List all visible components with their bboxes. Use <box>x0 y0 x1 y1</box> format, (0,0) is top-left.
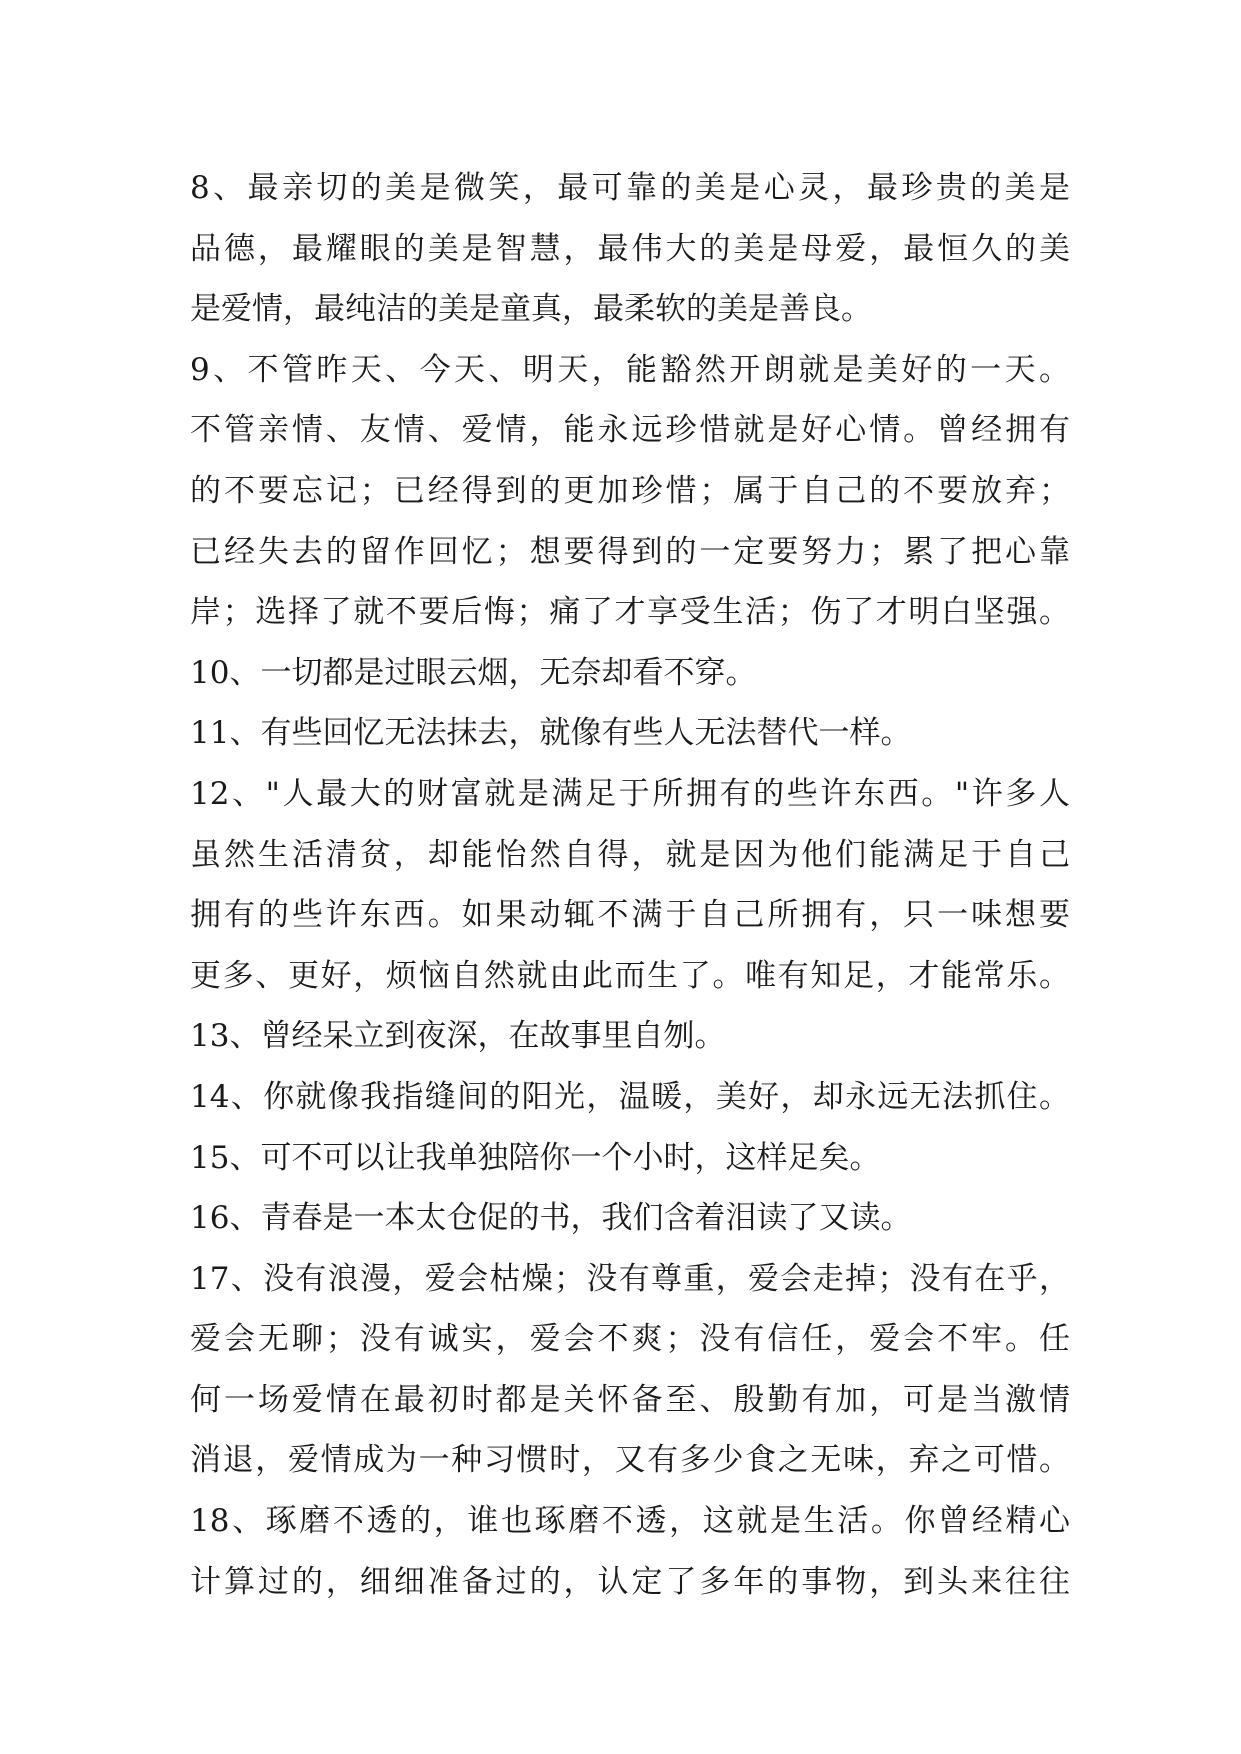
text-line: 13、曾经呆立到夜深，在故事里自刎。 <box>190 1018 726 1055</box>
text-line: 何一场爱情在最初时都是关怀备至、殷勤有加，可是当激情 <box>190 1381 1070 1418</box>
text-line: 12、"人最大的财富就是满足于所拥有的些许东西。"许多人 <box>190 775 1070 812</box>
text-line: 14、你就像我指缝间的阳光，温暖，美好，却永远无法抓住。 <box>190 1078 1070 1115</box>
text-line: 虽然生活清贫，却能怡然自得，就是因为他们能满足于自己 <box>190 836 1070 873</box>
text-line: 爱会无聊；没有诚实，爱会不爽；没有信任，爱会不牢。任 <box>190 1321 1070 1358</box>
text-line: 计算过的，细细准备过的，认定了多年的事物，到头来往往 <box>190 1563 1070 1600</box>
text-line: 岸；选择了就不要后悔；痛了才享受生活；伤了才明白坚强。 <box>190 594 1070 631</box>
text-line: 10、一切都是过眼云烟，无奈却看不穿。 <box>190 654 757 691</box>
text-line: 品德，最耀眼的美是智慧，最伟大的美是母爱，最恒久的美 <box>190 230 1070 267</box>
text-line: 16、青春是一本太仓促的书，我们含着泪读了又读。 <box>190 1200 912 1237</box>
text-line: 15、可不可以让我单独陪你一个小时，这样足矣。 <box>190 1139 881 1176</box>
text-line: 拥有的些许东西。如果动辄不满于自己所拥有，只一味想要 <box>190 897 1070 934</box>
text-line: 已经失去的留作回忆；想要得到的一定要努力；累了把心靠 <box>190 533 1070 570</box>
text-line: 的不要忘记；已经得到的更加珍惜；属于自己的不要放弃； <box>190 472 1070 509</box>
text-line: 18、琢磨不透的，谁也琢磨不透，这就是生活。你曾经精心 <box>190 1503 1070 1540</box>
text-line: 不管亲情、友情、爱情，能永远珍惜就是好心情。曾经拥有 <box>190 412 1070 449</box>
text-line: 11、有些回忆无法抹去，就像有些人无法替代一样。 <box>190 715 912 752</box>
text-line: 8、最亲切的美是微笑，最可靠的美是心灵，最珍贵的美是 <box>190 170 1070 206</box>
text-line: 9、不管昨天、今天、明天，能豁然开朗就是美好的一天。 <box>190 351 1070 388</box>
text-line: 是爱情，最纯洁的美是童真，最柔软的美是善良。 <box>190 291 872 328</box>
text-line: 17、没有浪漫，爱会枯燥；没有尊重，爱会走掉；没有在乎， <box>190 1260 1070 1297</box>
text-line: 更多、更好，烦恼自然就由此而生了。唯有知足，才能常乐。 <box>190 957 1070 994</box>
text-line: 消退，爱情成为一种习惯时，又有多少食之无味，弃之可惜。 <box>190 1442 1070 1479</box>
document-body <box>190 158 1070 1612</box>
